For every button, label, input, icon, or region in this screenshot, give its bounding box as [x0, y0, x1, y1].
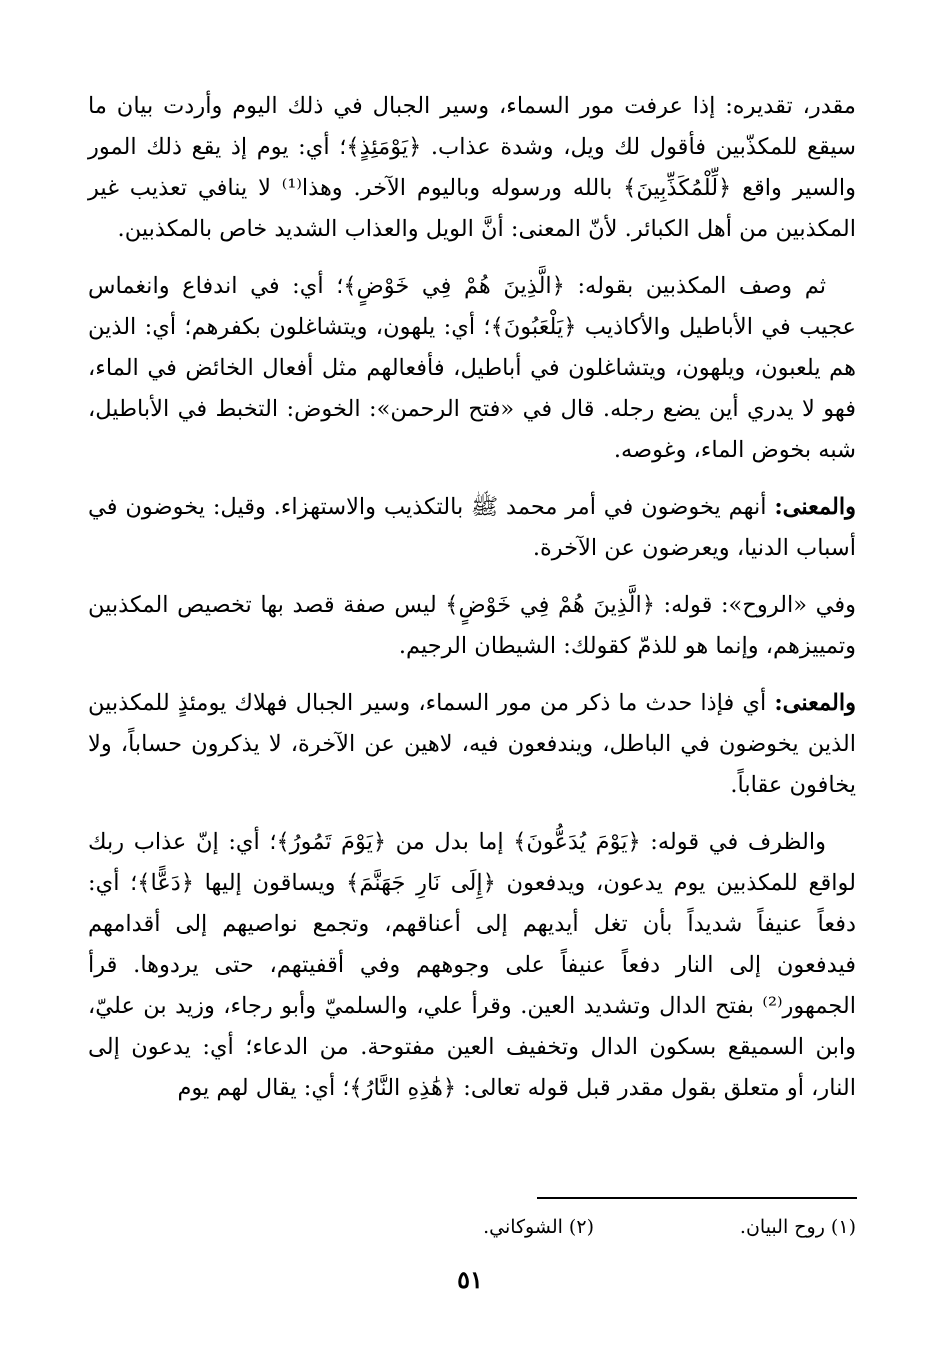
paragraph-2-text: ثم وصف المكذبين بقوله: ﴿الَّذِينَ هُمْ فِي خَوْضٍ﴾؛ أي: في اندفاع وانغماس عجيب في الأباطيل والأكاذيب ﴿يَلْعَبُونَ﴾؛ أي: يلهون، ويتشاغلون بكفرهم؛ أي: الذين هم يلعبون، ويلهون، ويتشاغلون في أباطيل، فأفعالهم مثل أفعال الخائض في الماء، فهو لا يدري أين يضع رجله. قال في «فتح الرحمن»: الخوض: التخبط في الأباطيل، شبه بخوض الماء، وغوصه. [88, 273, 856, 463]
paragraph-4 [88, 585, 856, 667]
paragraph-3 [88, 487, 856, 569]
paragraph-2 [88, 266, 856, 471]
paragraph-6-text: والظرف في قوله: ﴿يَوْمَ يُدَعُّونَ﴾ إما بدل من ﴿يَوْمَ تَمُورُ﴾؛ أي: إنّ عذاب ربك لواقع للمكذبين يوم يدعون، ويدفعون ﴿إِلَى نَارِ جَهَنَّمَ﴾ ويساقون إليها ﴿دَعًّا﴾؛ أي: دفعاً عنيفاً شديداً بأن تغل أيديهم إلى أعناقهم، وتجمع نواصيهم إلى أقدامهم فيدفعون إلى النار دفعاً عنيفاً على وجوههم وفي أقفيتهم، حتى يردوها. قرأ الجمهور⁽²⁾ بفتح الدال وتشديد العين. وقرأ علي، والسلميّ وأبو رجاء، وزيد بن عليّ، وابن السميقع بسكون الدال وتخفيف العين مفتوحة. من الدعاء؛ أي: يدعون إلى النار، أو متعلق بقول مقدر قبل قوله تعالى: ﴿هَٰذِهِ النَّارُ﴾؛ أي: يقال لهم يوم [88, 829, 856, 1101]
footnote-1: (١) روح البيان. [739, 1216, 856, 1238]
paragraph-5-lead: والمعنى: [774, 690, 856, 716]
paragraph-4-text: وفي «الروح»: قوله: ﴿الَّذِينَ هُمْ فِي خَوْضٍ﴾ ليس صفة قصد بها تخصيص المكذبين وتمييزهم، وإنما هو للذمّ كقولك: الشيطان الرجيم. [88, 592, 856, 659]
paragraph-5 [88, 683, 856, 806]
paragraph-6 [88, 822, 856, 1109]
paragraph-1-text: مقدر، تقديره: إذا عرفت مور السماء، وسير الجبال في ذلك اليوم وأردت بيان ما سيقع للمكذّبين فأقول لك ويل، وشدة عذاب. ﴿يَوْمَئِذٍ﴾؛ أي: يوم إذ يقع ذلك المور والسير واقع ﴿لِّلْمُكَذِّبِينَ﴾ بالله ورسوله وباليوم الآخر. وهذا⁽¹⁾ لا ينافي تعذيب غير المكذبين من أهل الكبائر. لأنّ المعنى: أنَّ الويل والعذاب الشديد خاص بالمكذبين. [88, 93, 856, 242]
paragraph-3-text: أنهم يخوضون في أمر محمد ﷺ بالتكذيب والاستهزاء. وقيل: يخوضون في أسباب الدنيا، ويعرضون عن الآخرة. [88, 494, 856, 561]
page-body [88, 86, 856, 1125]
footnote-divider [537, 1197, 857, 1199]
paragraph-5-text: أي فإذا حدث ما ذكر من مور السماء، وسير الجبال فهلاك يومئذٍ للمكذبين الذين يخوضون في الباطل، ويندفعون فيه، لاهين عن الآخرة، لا يذكرون حساباً، ولا يخافون عقاباً. [88, 690, 856, 798]
footnote-2: (٢) الشوكاني. [483, 1216, 594, 1238]
paragraph-3-lead: والمعنى: [774, 494, 856, 520]
paragraph-1 [88, 86, 856, 250]
page-number: ٥١ [457, 1265, 483, 1294]
